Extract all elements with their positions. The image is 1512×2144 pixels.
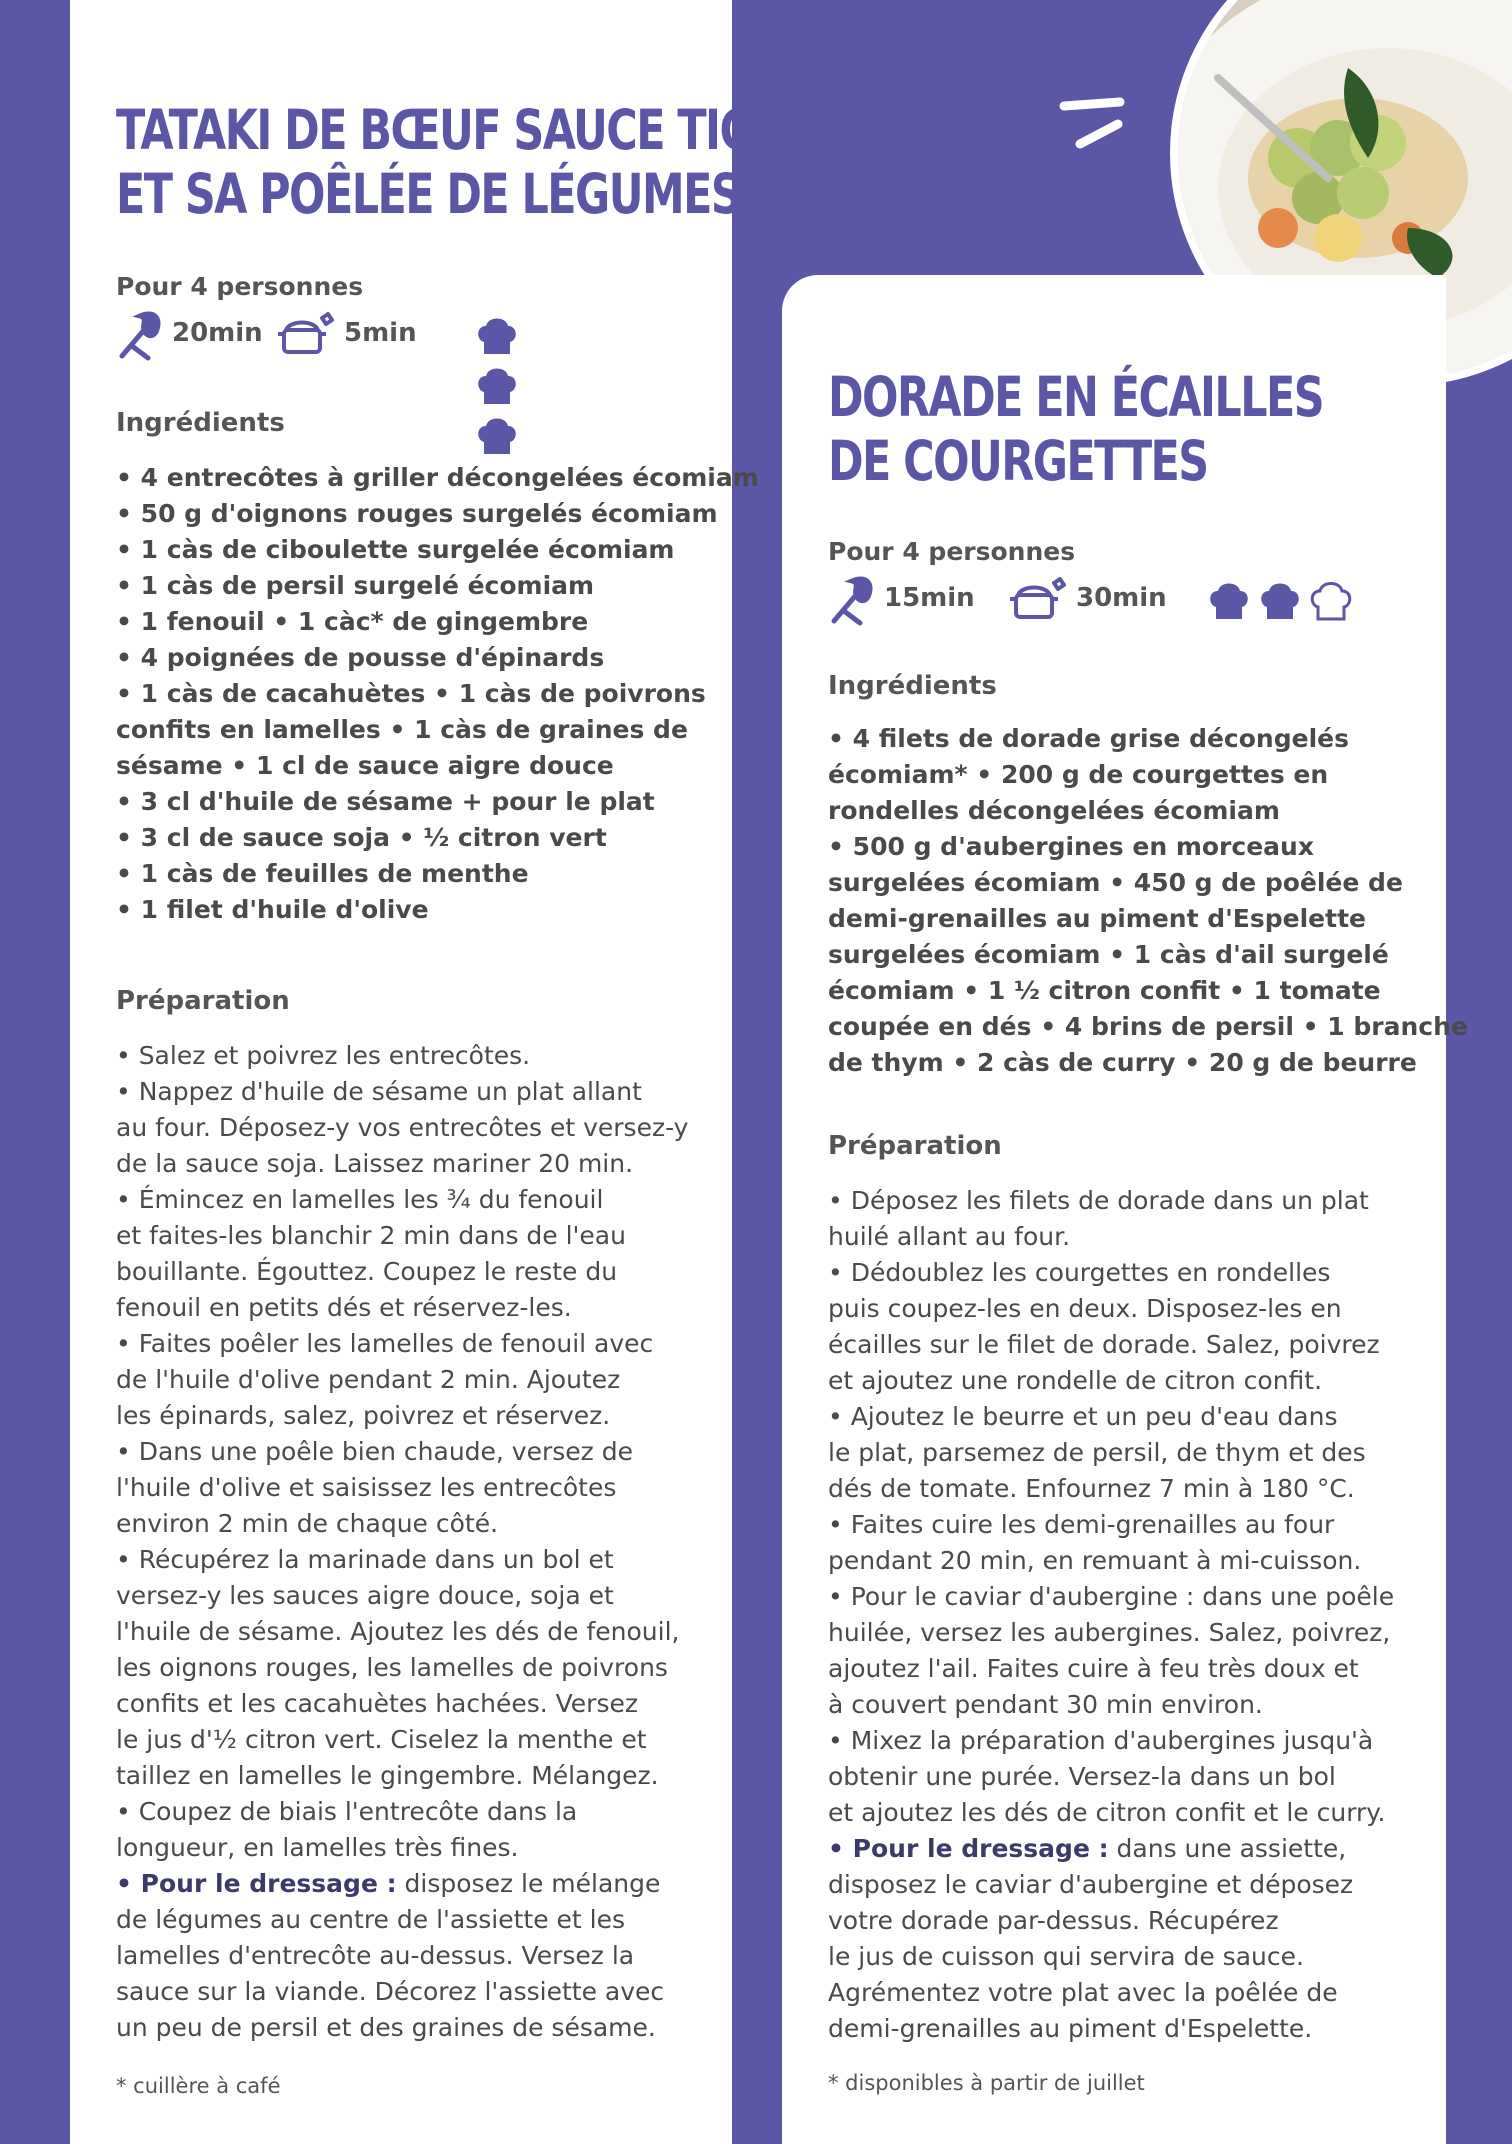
- preparation-line: • Dans une poêle bien chaude, versez de: [116, 1437, 633, 1466]
- ingredient-line: • 1 càs de ciboulette surgelée écomiam: [116, 535, 675, 564]
- recipe-title-tataki: [116, 98, 812, 226]
- dressing-first-line: [116, 1866, 664, 1902]
- title-line: ET SA POÊLÉE DE LÉGUMES: [116, 162, 741, 226]
- preparation-line: • Mixez la préparation d'aubergines jusqu'à: [828, 1726, 1374, 1755]
- ingredients-heading: Ingrédients: [828, 671, 997, 701]
- time-row: [826, 573, 1386, 623]
- preparation-line: • Émincez en lamelles les ¾ du fenouil: [116, 1185, 604, 1214]
- dressing-line: disposez le caviar d'aubergine et déposez: [828, 1870, 1354, 1899]
- title-line: DE COURGETTES: [828, 429, 1208, 493]
- dressing-line: votre dorade par-dessus. Récupérez: [828, 1906, 1279, 1935]
- preparation-line: de la sauce soja. Laissez mariner 20 min.: [116, 1149, 634, 1178]
- preparation-line: taillez en lamelles le gingembre. Mélangez.: [116, 1761, 659, 1790]
- preparation-line: • Ajoutez le beurre et un peu d'eau dans: [828, 1402, 1338, 1431]
- ingredient-line: • 4 filets de dorade grise décongelés: [828, 724, 1349, 753]
- title-line: TATAKI DE BŒUF SAUCE TIGRE: [116, 98, 813, 162]
- preparation-line: les épinards, salez, poivrez et réservez.: [116, 1401, 611, 1430]
- preparation-line: les oignons rouges, les lamelles de poivrons: [116, 1653, 668, 1682]
- ingredient-line: demi-grenailles au piment d'Espelette: [828, 904, 1366, 933]
- time-row: [114, 308, 514, 358]
- preparation-line: et ajoutez une rondelle de citron confit.: [828, 1366, 1323, 1395]
- preparation-line: huilé allant au four.: [828, 1222, 1071, 1251]
- ingredient-line: • 50 g d'oignons rouges surgelés écomiam: [116, 499, 718, 528]
- preparation-line: • Coupez de biais l'entrecôte dans la: [116, 1797, 578, 1826]
- preparation-line: • Récupérez la marinade dans un bol et: [116, 1545, 614, 1574]
- recipe-title-dorade: [828, 365, 1323, 493]
- ingredient-line: écomiam • 1 ½ citron confit • 1 tomate: [828, 976, 1381, 1005]
- preparation-line: fenouil en petits dés et réservez-les.: [116, 1293, 572, 1322]
- dressing-line: demi-grenailles au piment d'Espelette.: [828, 2014, 1313, 2043]
- ingredient-line: • 4 poignées de pousse d'épinards: [116, 643, 605, 672]
- recipe-card-tataki: [70, 0, 813, 2144]
- dressing-step: [116, 1866, 664, 2046]
- preparation-line: environ 2 min de chaque côté.: [116, 1509, 499, 1538]
- servings: Pour 4 personnes: [828, 537, 1076, 566]
- preparation-line: longueur, en lamelles très fines.: [116, 1833, 519, 1862]
- footnote: * cuillère à café: [116, 2074, 281, 2098]
- dressing-line: un peu de persil et des graines de sésame.: [116, 2013, 656, 2042]
- preparation-line: le jus d'½ citron vert. Ciselez la menthe et: [116, 1725, 647, 1754]
- footnote: * disponibles à partir de juillet: [828, 2071, 1145, 2095]
- ingredient-line: • 1 càs de feuilles de menthe: [116, 859, 529, 888]
- ingredient-line: coupée en dés • 4 brins de persil • 1 branche: [828, 1012, 1468, 1041]
- chef-hat-icon: [1257, 577, 1303, 623]
- dressing-text: dans une assiette,: [1108, 1834, 1347, 1863]
- prep-time: 15min: [884, 583, 975, 613]
- preparation-line: obtenir une purée. Versez-la dans un bol: [828, 1762, 1336, 1791]
- preparation-line: ajoutez l'ail. Faites cuire à feu très doux et: [828, 1654, 1359, 1683]
- ingredient-line: rondelles décongelées écomiam: [828, 796, 1280, 825]
- title-line: DORADE EN ÉCAILLES: [828, 365, 1324, 429]
- ingredient-line: • 4 entrecôtes à griller décongelées écomiam: [116, 463, 759, 492]
- pot-icon: [1006, 577, 1070, 627]
- ingredient-line: surgelées écomiam • 1 càs d'ail surgelé: [828, 940, 1389, 969]
- preparation-line: l'huile d'olive et saisissez les entrecôtes: [116, 1473, 617, 1502]
- preparation-line: • Pour le caviar d'aubergine : dans une poêle: [828, 1582, 1395, 1611]
- preparation-line: • Salez et poivrez les entrecôtes.: [116, 1041, 531, 1070]
- preparation-line: au four. Déposez-y vos entrecôtes et versez-y: [116, 1113, 689, 1142]
- preparation-line: dés de tomate. Enfournez 7 min à 180 °C.: [828, 1474, 1355, 1503]
- preparation-line: écailles sur le filet de dorade. Salez, poivrez: [828, 1330, 1380, 1359]
- ingredient-line: • 1 càs de persil surgelé écomiam: [116, 571, 595, 600]
- decorative-squiggle: [1058, 96, 1128, 156]
- cook-time: 30min: [1076, 583, 1167, 613]
- dressing-line: lamelles d'entrecôte au-dessus. Versez la: [116, 1941, 635, 1970]
- preparation-line: • Faites cuire les demi-grenailles au four: [828, 1510, 1335, 1539]
- preparation-line: et faites-les blanchir 2 min dans de l'eau: [116, 1221, 626, 1250]
- ingredient-line: • 3 cl d'huile de sésame + pour le plat: [116, 787, 655, 816]
- dressing-line: sauce sur la viande. Décorez l'assiette avec: [116, 1977, 665, 2006]
- pot-icon: [274, 312, 338, 362]
- difficulty-rating: [1206, 577, 1354, 627]
- ingredient-line: de thym • 2 càs de curry • 20 g de beurre: [828, 1048, 1417, 1077]
- ingredient-line: • 1 filet d'huile d'olive: [116, 895, 429, 924]
- ingredients-heading: Ingrédients: [116, 408, 285, 438]
- dressing-line: de légumes au centre de l'assiette et les: [116, 1905, 626, 1934]
- preparation-line: • Déposez les filets de dorade dans un plat: [828, 1186, 1369, 1215]
- dressing-step: [828, 1831, 1353, 2047]
- chef-hat-icon: [1206, 577, 1252, 623]
- chef-hat-icon: [474, 412, 520, 458]
- dressing-label: • Pour le dressage :: [116, 1869, 397, 1898]
- ingredient-line: • 1 càs de cacahuètes • 1 càs de poivrons: [116, 679, 706, 708]
- preparation-line: bouillante. Égouttez. Coupez le reste du: [116, 1257, 618, 1286]
- difficulty-rating: [474, 312, 520, 462]
- preparation-line: huilée, versez les aubergines. Salez, poivrez,: [828, 1618, 1391, 1647]
- preparation-steps: [116, 1038, 688, 1866]
- preparation-line: à couvert pendant 30 min environ.: [828, 1690, 1263, 1719]
- preparation-heading: Préparation: [116, 986, 290, 1016]
- preparation-line: et ajoutez les dés de citron confit et le curry.: [828, 1798, 1386, 1827]
- dressing-line: Agrémentez votre plat avec la poêlée de: [828, 1978, 1338, 2007]
- ingredient-line: • 500 g d'aubergines en morceaux: [828, 832, 1314, 861]
- cook-time: 5min: [344, 318, 417, 348]
- dressing-line: le jus de cuisson qui servira de sauce.: [828, 1942, 1304, 1971]
- preparation-line: • Dédoublez les courgettes en rondelles: [828, 1258, 1331, 1287]
- preparation-line: le plat, parsemez de persil, de thym et des: [828, 1438, 1366, 1467]
- dressing-text: disposez le mélange: [396, 1869, 661, 1898]
- preparation-line: • Nappez d'huile de sésame un plat allant: [116, 1077, 642, 1106]
- whisk-icon: [826, 573, 880, 627]
- preparation-line: l'huile de sésame. Ajoutez les dés de fenouil,: [116, 1617, 680, 1646]
- preparation-steps: [828, 1183, 1394, 1831]
- chef-hat-icon: [474, 312, 520, 358]
- ingredients-list: [116, 460, 759, 928]
- whisk-icon: [114, 308, 168, 362]
- ingredient-line: surgelées écomiam • 450 g de poêlée de: [828, 868, 1403, 897]
- ingredient-line: • 3 cl de sauce soja • ½ citron vert: [116, 823, 607, 852]
- chef-hat-icon: [474, 362, 520, 408]
- recipe-card-dorade: [782, 275, 1468, 2144]
- ingredient-line: écomiam* • 200 g de courgettes en: [828, 760, 1329, 789]
- dressing-label: • Pour le dressage :: [828, 1834, 1109, 1863]
- dressing-first-line: [828, 1831, 1353, 1867]
- preparation-line: confits et les cacahuètes hachées. Versez: [116, 1689, 638, 1718]
- preparation-line: de l'huile d'olive pendant 2 min. Ajoutez: [116, 1365, 621, 1394]
- ingredients-list: [828, 721, 1468, 1081]
- ingredient-line: • 1 fenouil • 1 càc* de gingembre: [116, 607, 589, 636]
- preparation-line: pendant 20 min, en remuant à mi-cuisson.: [828, 1546, 1362, 1575]
- preparation-line: • Faites poêler les lamelles de fenouil avec: [116, 1329, 654, 1358]
- prep-time: 20min: [172, 318, 263, 348]
- ingredient-line: sésame • 1 cl de sauce aigre douce: [116, 751, 614, 780]
- preparation-line: versez-y les sauces aigre douce, soja et: [116, 1581, 614, 1610]
- preparation-line: puis coupez-les en deux. Disposez-les en: [828, 1294, 1342, 1323]
- chef-hat-outline-icon: [1308, 577, 1354, 623]
- preparation-heading: Préparation: [828, 1131, 1002, 1161]
- servings: Pour 4 personnes: [116, 272, 364, 301]
- ingredient-line: confits en lamelles • 1 càs de graines de: [116, 715, 688, 744]
